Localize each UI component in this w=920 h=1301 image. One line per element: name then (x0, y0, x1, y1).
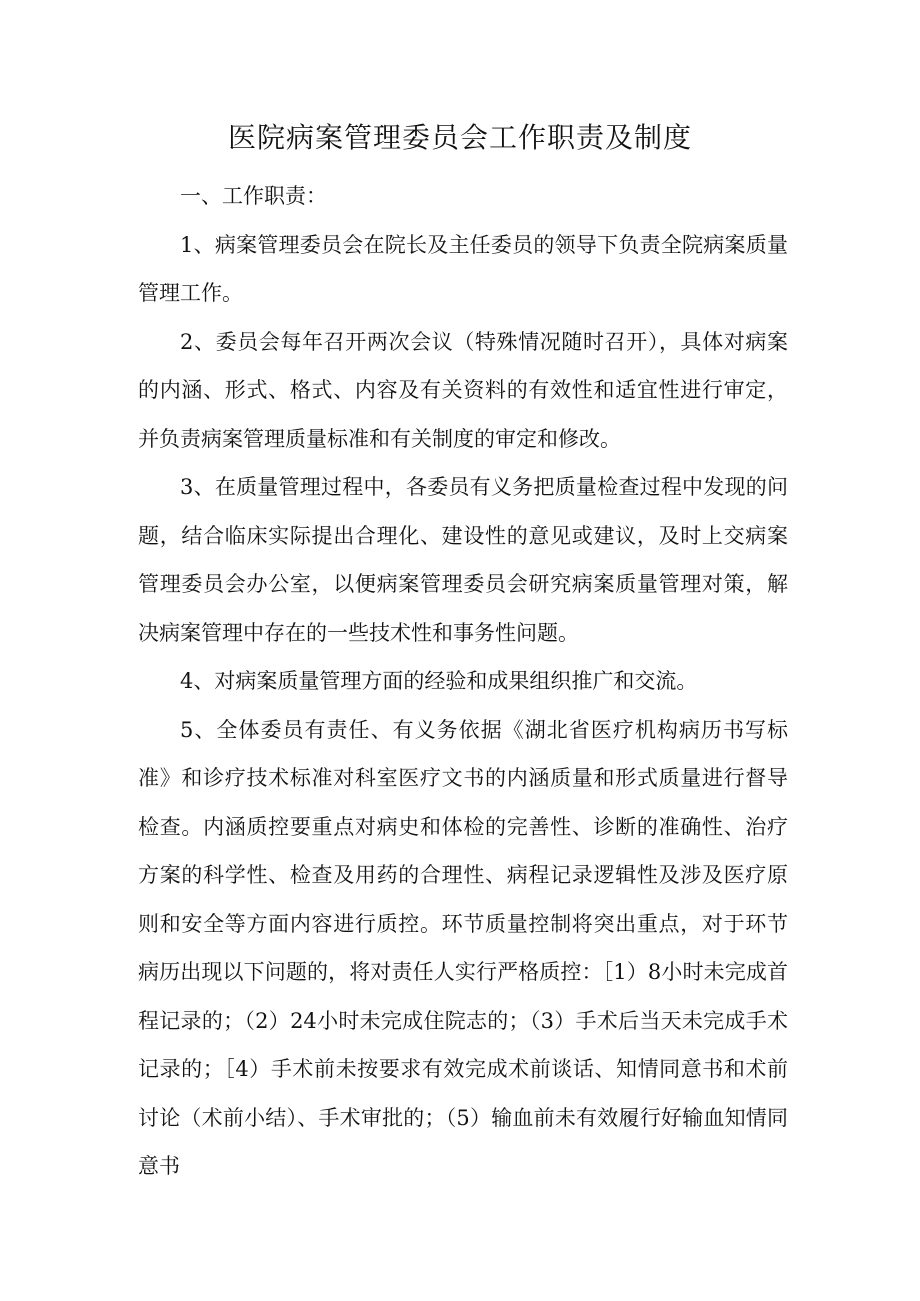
document-body (138, 172, 788, 1191)
paragraph-2: 2、委员会每年召开两次会议（特殊情况随时召开），具体对病案的内涵、形式、格式、内容及有关资料的有效性和适宜性进行审定，并负责病案管理质量标准和有关制度的审定和修改。 (138, 329, 788, 451)
paragraph-1: 1、病案管理委员会在院长及主任委员的领导下负责全院病案质量管理工作。 (138, 232, 788, 305)
paragraph-5: 5、全体委员有责任、有义务依据《湖北省医疗机构病历书写标准》和诊疗技术标准对科室医疗文书的内涵质量和形式质量进行督导检查。内涵质控要重点对病史和体检的完善性、诊断的准确性、治疗方案的科学性、检查及用药的合理性、病程记录逻辑性及涉及医疗原则和安全等方面内容进行质控。环节质量控制将突出重点，对于环节病历出现以下问题的，将对责任人实行严格质控：［1）8小时未完成首程记录的；（2）24小时未完成住院志的；（3）手术后当天未完成手术记录的；［4）手术前未按要求有效完成术前谈话、知情同意书和术前讨论（术前小结）、手术审批的；（5）输血前未有效履行好输血知情同意书 (138, 717, 788, 1178)
document-title: 医院病案管理委员会工作职责及制度 (227, 121, 692, 154)
paragraph-4: 4、对病案质量管理方面的经验和成果组织推广和交流。 (180, 669, 698, 693)
paragraph-3: 3、在质量管理过程中，各委员有义务把质量检查过程中发现的问题，结合临床实际提出合理化、建设性的意见或建议，及时上交病案管理委员会办公室，以便病案管理委员会研究病案质量管理对策，解决病案管理中存在的一些技术性和事务性问题。 (138, 475, 788, 645)
section-heading: 一、工作职责： (180, 184, 327, 208)
